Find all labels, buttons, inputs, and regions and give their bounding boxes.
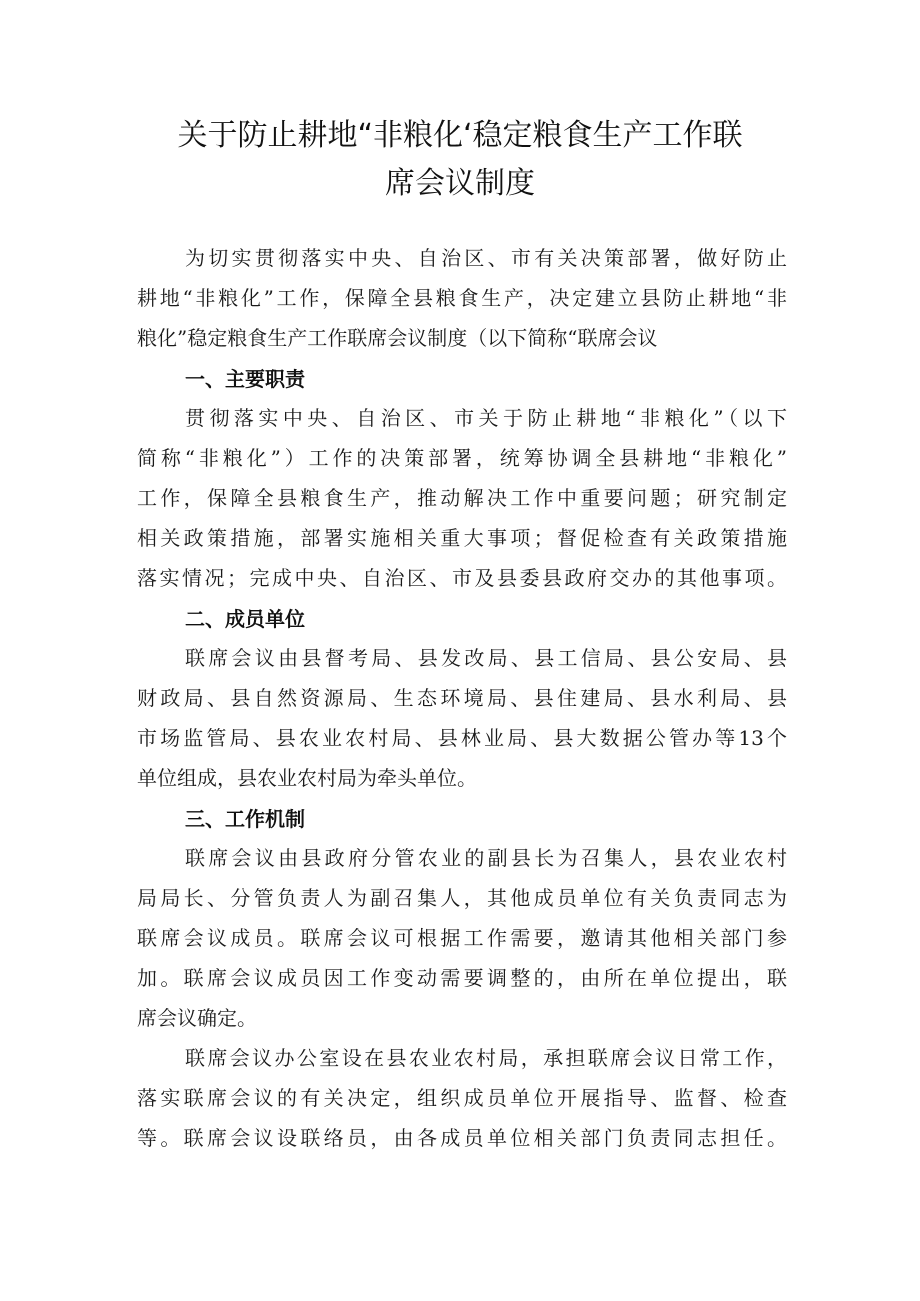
members-line-1: 联席会议由县督考局、县发改局、县工信局、县公安局、县 [185,646,787,670]
document-title-line-1: 关于防止耕地“非粮化‘稳定粮食生产工作联 [177,118,743,153]
section-heading-members: 二、成员单位 [185,607,305,631]
intro-line-1: 为切实贯彻落实中央、自治区、市有关决策部署，做好防止 [185,246,787,270]
office-line-2: 落实联席会议的有关决定，组织成员单位开展指导、监督、检查 [137,1086,787,1110]
members-line-3: 市场监管局、县农业农村局、县林业局、县大数据公管办等13个 [137,726,787,750]
members-line-2: 财政局、县自然资源局、生态环境局、县住建局、县水利局、县 [137,686,787,710]
office-line-3: 等。联席会议设联络员，由各成员单位相关部门负责同志担任。 [137,1126,787,1150]
duties-line-5: 落实情况；完成中央、自治区、市及县委县政府交办的其他事项。 [137,566,787,590]
members-line-4: 单位组成，县农业农村局为牵头单位。 [137,766,477,790]
document-title [100,112,820,208]
intro-line-2: 耕地“非粮化”工作，保障全县粮食生产，决定建立县防止耕地“非 [137,286,787,310]
duties-line-1: 贯彻落实中央、自治区、市关于防止耕地“非粮化”（以下 [185,406,787,430]
mechanism-line-2: 局局长、分管负责人为副召集人，其他成员单位有关负责同志为 [137,886,787,910]
duties-line-4: 相关政策措施，部署实施相关重大事项；督促检查有关政策措施 [137,526,787,550]
duties-line-3: 工作，保障全县粮食生产，推动解决工作中重要问题；研究制定 [137,486,787,510]
mechanism-line-4: 加。联席会议成员因工作变动需要调整的，由所在单位提出，联 [137,966,787,990]
office-line-1: 联席会议办公室设在县农业农村局，承担联席会议日常工作， [185,1046,787,1070]
mechanism-line-5: 席会议确定。 [137,1006,257,1030]
section-heading-duties: 一、主要职责 [185,367,305,391]
duties-line-2: 简称“非粮化”）工作的决策部署，统筹协调全县耕地“非粮化” [137,446,787,470]
mechanism-line-1: 联席会议由县政府分管农业的副县长为召集人，县农业农村 [185,846,787,870]
section-heading-mechanism: 三、工作机制 [185,807,305,831]
document-title-line-2: 席会议制度 [385,166,535,201]
intro-line-3: 粮化”稳定粮食生产工作联席会议制度（以下简称“联席会议 [137,326,658,350]
mechanism-line-3: 联席会议成员。联席会议可根据工作需要，邀请其他相关部门参 [137,926,787,950]
